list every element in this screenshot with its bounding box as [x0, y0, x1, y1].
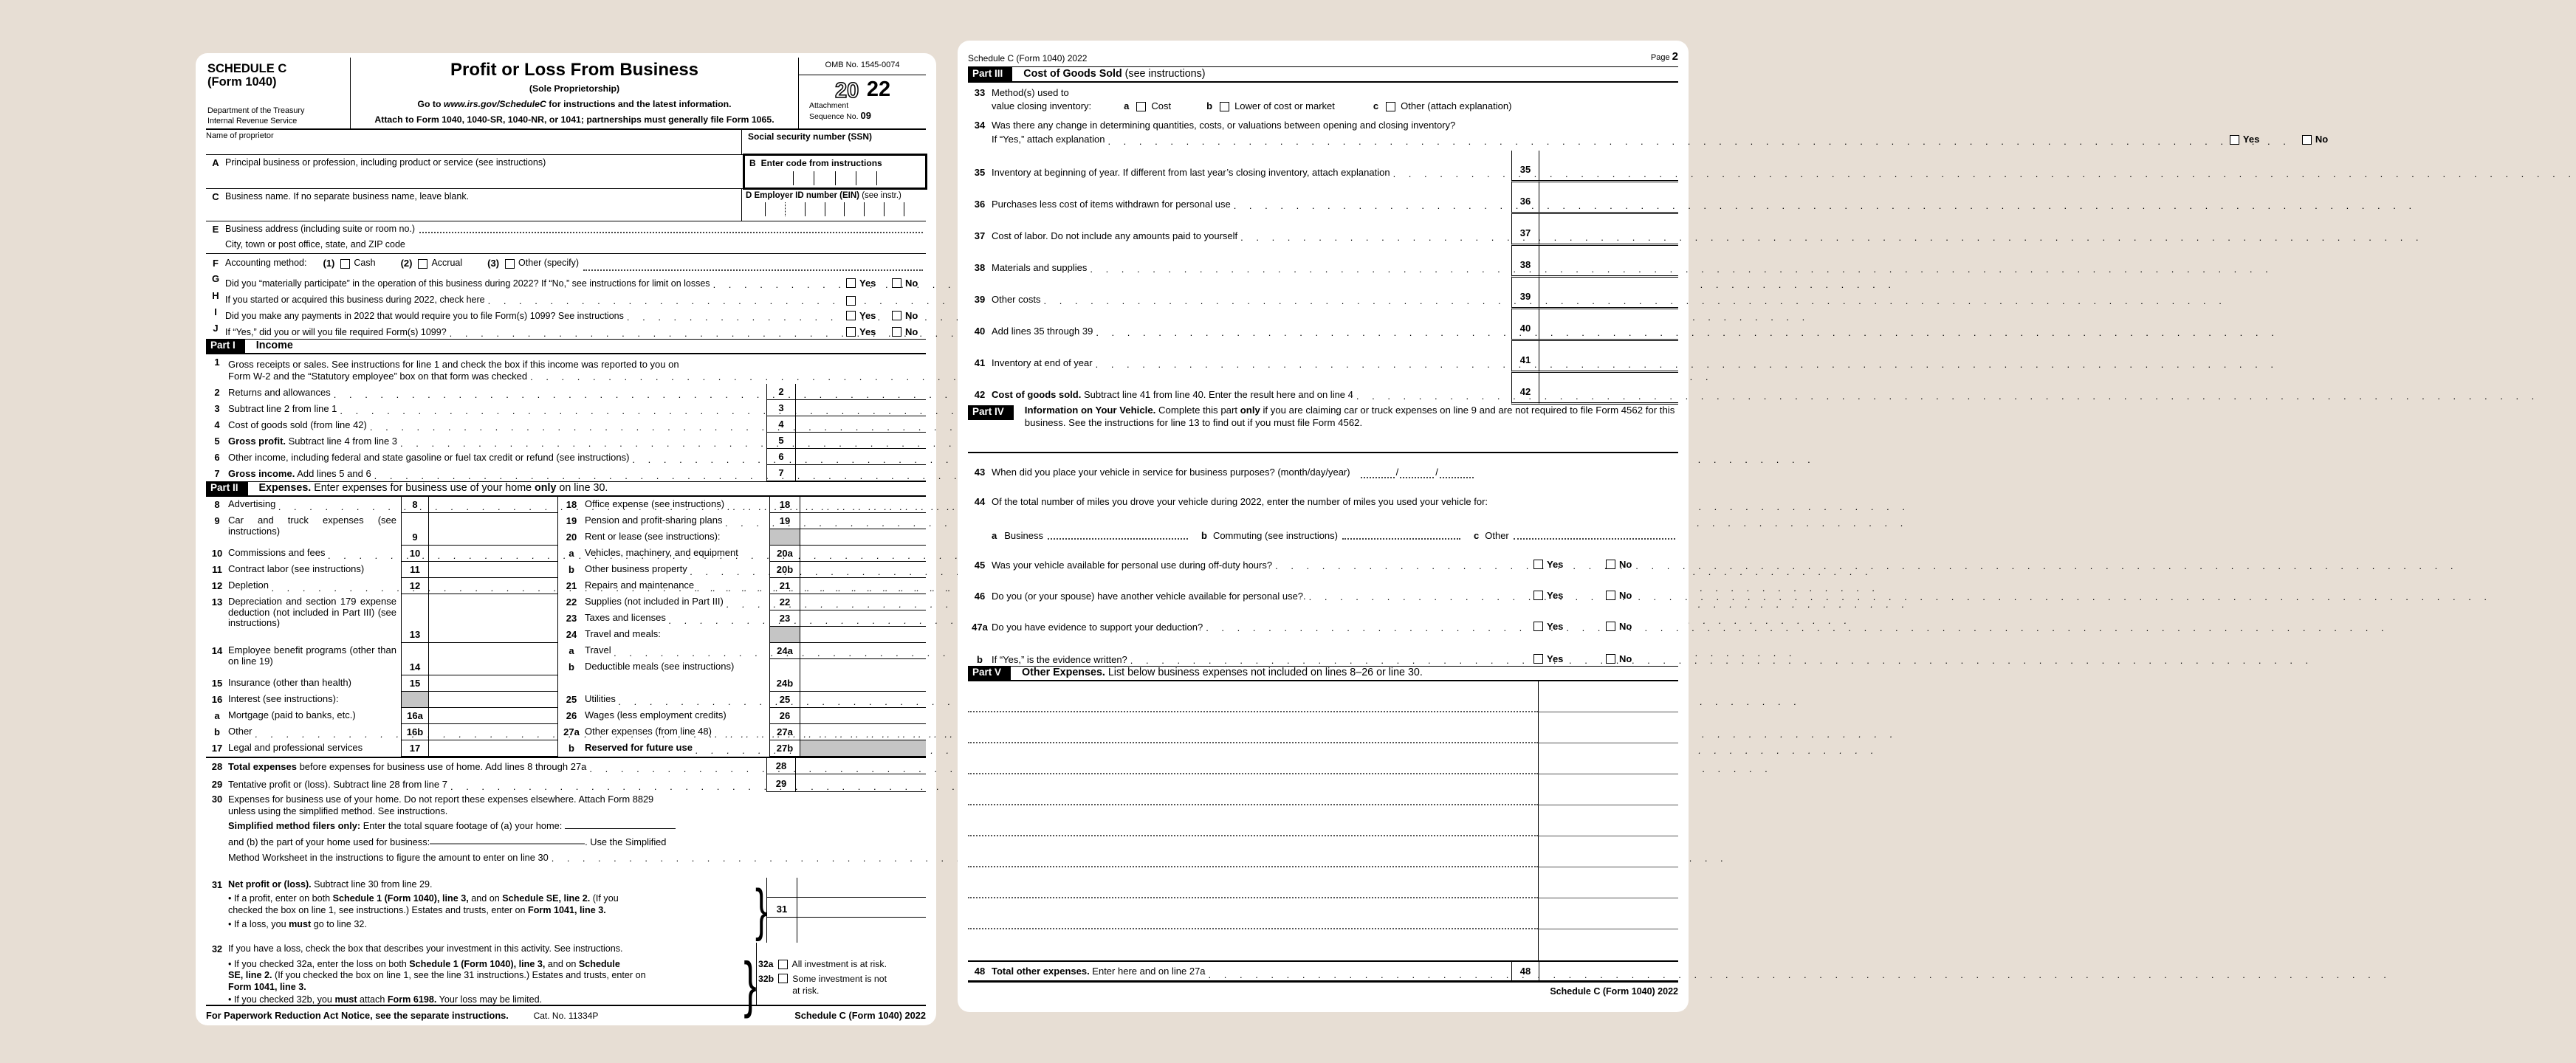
row-c	[206, 189, 926, 221]
part-3-title: Cost of Goods Sold (see instructions)	[1023, 67, 1206, 80]
row-e	[206, 221, 926, 254]
ssn-field[interactable]: Social security number (SSN)	[741, 130, 926, 154]
line-g-yes-checkbox[interactable]	[846, 278, 856, 288]
cost-method-label: Cost	[1151, 100, 1172, 112]
line-13-amount[interactable]	[429, 594, 557, 643]
line-a-letter: A	[212, 157, 219, 168]
line-31-amount-cell[interactable]: 31	[767, 897, 926, 918]
line-11-amount[interactable]	[429, 562, 557, 578]
other-expense-description-8[interactable]	[968, 898, 1538, 929]
line-30-text-1: Expenses for business use of your home. Do not report these expenses elsewhere. Attach Form 8829	[228, 794, 654, 805]
business-code-comb[interactable]	[773, 171, 897, 185]
line-20a-row: a Vehicles, machinery, and equipment 20a	[558, 546, 926, 562]
line-16-row: 16 Interest (see instructions):	[206, 692, 557, 708]
line-34-row: 34 Was there any change in determining quantities, costs, or valuations between opening and closing inventory? If “Yes,” attach explanation . . . Yes No	[968, 117, 1678, 151]
line-i-no-checkbox[interactable]	[892, 311, 901, 320]
accrual-checkbox[interactable]	[418, 259, 427, 269]
line-43-row: 43 When did you place your vehicle in service for business purposes? (month/day/year) / /	[968, 453, 1678, 478]
row-j: J If “Yes,” did you or will you file required Form(s) 1099? . . . Yes No	[206, 323, 926, 339]
line-12-row: 12 Depletion . . . 12	[206, 578, 557, 594]
line-48-amount[interactable]	[1539, 962, 1678, 980]
form-footer-id: Schedule C (Form 1040) 2022	[794, 1010, 926, 1021]
schedule-c-page-2	[958, 41, 2329, 1012]
date-day-field[interactable]	[1400, 469, 1434, 478]
business-address-field[interactable]	[419, 224, 923, 233]
line-27b-row: b Reserved for future use . . . 27b	[558, 740, 926, 757]
all-investment-at-risk-label: All investment is at risk.	[791, 959, 887, 969]
part-4-tag: Part IV	[968, 405, 1014, 420]
other-expense-amount-3[interactable]	[1538, 743, 1678, 774]
form-number: (Form 1040)	[207, 75, 277, 89]
line-1-text-1: Gross receipts or sales. See instructions for line 1 and check the box if this income was reported to you on	[228, 358, 679, 370]
page-number: 2	[1672, 50, 1678, 63]
line-44abc-row: a Business b Commuting (see instructions) c Other	[968, 508, 1678, 542]
line-a-label[interactable]: Principal business or profession, including product or service (see instructions)	[225, 157, 546, 168]
irs-label: Internal Revenue Service	[207, 116, 298, 125]
other-expense-row-1	[968, 681, 1678, 712]
line-j-no-checkbox[interactable]	[892, 327, 901, 337]
line-13-row: 13 Depreciation and section 179 expense deduction (not included in Part III) (see instructions) 13	[206, 594, 557, 643]
part-5-title: Other Expenses. List below business expenses not included on lines 8–26 or line 30.	[1022, 667, 1423, 679]
row-f: F Accounting method: (1) Cash (2) Accrual (3) Other (specify)	[206, 254, 926, 273]
line-6-row: 6 Other income, including federal and state gasoline or fuel tax credit or refund (see instructions) . . . 6	[206, 449, 926, 465]
line-7-amount[interactable]	[796, 465, 926, 481]
business-code-box[interactable]: B Enter code from instructions	[743, 154, 927, 190]
line-32a-checkbox[interactable]	[778, 960, 788, 969]
line-e-letter: E	[212, 224, 219, 235]
line-15-amount[interactable]	[429, 675, 557, 692]
line-37-amount[interactable]	[1539, 214, 1678, 246]
line-42-row: 42 Cost of goods sold. Subtract line 41 from line 40. Enter the result here and on line 4 . . . 42	[968, 373, 1678, 405]
form-subtitle: (Sole Proprietorship)	[529, 83, 620, 94]
line-34-text-2: If “Yes,” attach explanation	[992, 134, 1105, 145]
line-12-amount[interactable]	[429, 578, 557, 594]
line-28-row: 28 Total expenses before expenses for business use of home. Add lines 8 through 27a . . . 28	[206, 758, 926, 774]
city-state-zip-field[interactable]: City, town or post office, state, and ZIP code	[225, 239, 405, 250]
page-2-header: Schedule C (Form 1040) 2022 Page 2	[968, 48, 1678, 67]
line-35-row: 35 Inventory at beginning of year. If different from last year’s closing inventory, attach explanation . . . 35	[968, 151, 1678, 182]
line-47b-no-checkbox[interactable]	[1606, 654, 1615, 664]
file-1099-question: If “Yes,” did you or will you file required Form(s) 1099?	[225, 327, 447, 338]
line-40-amount[interactable]	[1539, 309, 1678, 341]
paperwork-notice: For Paperwork Reduction Act Notice, see the separate instructions.	[206, 1010, 509, 1021]
commuting-miles-label: Commuting (see instructions)	[1212, 529, 1338, 541]
cash-checkbox[interactable]	[340, 259, 350, 269]
part-1-bar	[206, 339, 926, 354]
irs-url: www.irs.gov/ScheduleC	[443, 98, 546, 109]
row-h: H If you started or acquired this business during 2022, check here . . .	[206, 290, 926, 306]
part-3-bar	[968, 67, 1678, 83]
lower-cost-market-label: Lower of cost or market	[1234, 100, 1335, 112]
schedule-label: SCHEDULE C	[207, 62, 287, 75]
other-expense-amount-1[interactable]	[1538, 681, 1678, 712]
other-inventory-method-checkbox[interactable]	[1386, 102, 1395, 111]
line-34-yes-checkbox[interactable]	[2230, 135, 2239, 145]
part-2-title: Expenses. Enter expenses for business use of your home only on line 30.	[258, 482, 608, 495]
other-method-field[interactable]	[583, 261, 923, 271]
other-inventory-method-label: Other (attach explanation)	[1401, 100, 1512, 112]
line-27a-amount[interactable]	[800, 724, 926, 740]
other-expense-amount-6[interactable]	[1538, 836, 1678, 867]
line-2-row: 2 Returns and allowances . . . 2	[206, 384, 926, 400]
line-47b-yes-checkbox[interactable]	[1533, 654, 1543, 664]
dot-leader	[627, 312, 843, 323]
line-8-row: 8 Advertising . . . 8	[206, 497, 557, 513]
line-26-row: 26 Wages (less employment credits) 26	[558, 708, 926, 724]
line-5-amount[interactable]	[796, 433, 926, 449]
other-expense-description-2[interactable]	[968, 712, 1538, 743]
other-expense-description-4[interactable]	[968, 774, 1538, 805]
line-31-brace: }	[755, 877, 768, 942]
line-46-yes-checkbox[interactable]	[1533, 591, 1543, 600]
other-expense-amount-7[interactable]	[1538, 867, 1678, 898]
line-37-row: 37 Cost of labor. Do not include any amounts paid to yourself . . . 37	[968, 214, 1678, 246]
part-4-bar	[968, 405, 1678, 453]
personal-use-question: Was your vehicle available for personal use during off-duty hours?	[992, 559, 1273, 571]
line-45-no-checkbox[interactable]	[1606, 560, 1615, 569]
line-39-row: 39 Other costs . . . 39	[968, 278, 1678, 309]
line-20b-amount[interactable]	[800, 562, 926, 578]
line-32-block: 32 If you have a loss, check the box that describes your investment in this activity. See instructions. • If you checked 32a, enter the loss on both Schedule 1 (Form 1040), line 3, and on Schedule SE, line 2. (If you checked the box on line 1, see the line 31 instructions.) Estates and trusts, enter on Form 1041, line 3. • If you checked 32b, you must attach Form 6198. Your loss may be limited. } 32a All investment is at risk. 32b Some investment is not at risk.	[206, 943, 926, 1005]
row-i: I Did you make any payments in 2022 that would require you to file Form(s) 1099? See instructions . . . Yes No	[206, 306, 926, 323]
line-47b-row: b If “Yes,” is the evidence written? . . . Yes No	[968, 633, 1678, 666]
line-3-row: 3 Subtract line 2 from line 1 . . . 3	[206, 400, 926, 416]
line-h-checkbox[interactable]	[846, 296, 856, 306]
line-7-row: 7 Gross income. Add lines 5 and 6 . . . 7	[206, 465, 926, 481]
other-expense-description-7[interactable]	[968, 867, 1538, 898]
line-46-row: 46 Do you (or your spouse) have another vehicle available for personal use?. . . . Yes No	[968, 571, 1678, 602]
line-17-row: 17 Legal and professional services 17	[206, 740, 557, 757]
commuting-miles-field[interactable]	[1342, 530, 1460, 540]
line-29-row: 29 Tentative profit or (loss). Subtract line 28 from line 7 . . . 29	[206, 774, 926, 792]
line-18-row: 18 Office expense (see instructions) . . . 18	[558, 497, 926, 513]
form-title-block	[351, 58, 799, 128]
line-g-no-checkbox[interactable]	[892, 278, 901, 288]
line-32-text: If you have a loss, check the box that describes your investment in this activity. See instructions.	[228, 943, 623, 954]
line-16-shaded-cell	[401, 692, 429, 708]
line-20a-amount[interactable]	[800, 546, 926, 562]
line-33-text-2: value closing inventory:	[992, 100, 1092, 112]
line-32b-checkbox[interactable]	[778, 974, 788, 983]
line-47a-row: 47a Do you have evidence to support your deduction? . . . Yes No	[968, 602, 1678, 633]
part-5-bar	[968, 666, 1678, 681]
line-30-block: 30 Expenses for business use of your home. Do not report these expenses elsewhere. Attach Form 8829 unless using the simplified method. See instructions. Simplified method filers only: Enter the total square footage of (a) your home: and (b) the part of your home used for business: . Use the Simplified Method Worksheet in the instructions to figure the amount to enter on line 30 . . .	[206, 792, 926, 878]
ein-box[interactable]: D Employer ID number (EIN) (see instr.)	[741, 189, 926, 221]
other-expense-row-5	[968, 805, 1678, 836]
line-34-text-1: Was there any change in determining quantities, costs, or valuations between opening and closing inventory?	[992, 120, 1456, 131]
business-sqft-field[interactable]	[430, 836, 585, 844]
line-20-row: 20 Rent or lease (see instructions):	[558, 529, 926, 546]
line-36-row: 36 Purchases less cost of items withdrawn for personal use . . . 36	[968, 182, 1678, 214]
page-1-footer	[206, 1005, 926, 1022]
line-24-shaded-cell	[769, 627, 800, 643]
other-expense-description-3[interactable]	[968, 743, 1538, 774]
page-title: Profit or Loss From Business	[450, 60, 699, 80]
line-5-row: 5 Gross profit. Subtract line 4 from line 3 . . . 5	[206, 433, 926, 449]
line-19-row: 19 Pension and profit-sharing plans . . . 19	[558, 513, 926, 529]
part-2-tag: Part II	[206, 482, 248, 495]
line-1-text-2: Form W-2 and the “Statutory employee” box on that form was checked	[228, 370, 528, 382]
other-miles-label: Other	[1485, 529, 1509, 541]
line-28-amount[interactable]	[796, 758, 926, 774]
line-f-letter: F	[213, 257, 219, 269]
svg-text:20: 20	[834, 78, 859, 103]
other-expense-amount-8[interactable]	[1538, 898, 1678, 929]
line-44-row: 44 Of the total number of miles you drove your vehicle during 2022, enter the number of miles you used your vehicle for:	[974, 495, 1488, 507]
date-month-field[interactable]	[1361, 469, 1395, 478]
line-10-row: 10 Commissions and fees . . . 10	[206, 546, 557, 562]
vehicle-service-date-question: When did you place your vehicle in service for business purposes? (month/day/year)	[992, 466, 1350, 478]
line-21-row: 21 Repairs and maintenance . . . 21	[558, 578, 926, 594]
other-expense-amount-9[interactable]	[1538, 929, 1678, 960]
line-31-block: 31 Net profit or (loss). Subtract line 30 from line 29. • If a profit, enter on both Schedule 1 (Form 1040), line 3, and on Schedule SE, line 2. (If you checked the box on line 1, see instructions.) Estates and trusts, enter on Form 1041, line 3. • If a loss, you must go to line 32. } 31	[206, 878, 926, 943]
line-c-label[interactable]: Business name. If no separate business name, leave blank.	[225, 191, 470, 202]
other-expense-row-2	[968, 712, 1678, 743]
other-expense-row-8	[968, 898, 1678, 929]
line-25-amount[interactable]	[800, 692, 926, 708]
other-expense-description-9[interactable]	[968, 929, 1538, 960]
line-18-amount[interactable]	[800, 497, 926, 513]
dot-leader	[450, 328, 843, 339]
business-miles-field[interactable]	[1048, 530, 1188, 540]
miles-question: Of the total number of miles you drove your vehicle during 2022, enter the number of miles you used your vehicle for:	[992, 495, 1488, 507]
line-32-brace: }	[743, 949, 757, 1019]
line-39-amount[interactable]	[1539, 278, 1678, 309]
line-21-amount[interactable]	[800, 578, 926, 594]
other-expense-row-4	[968, 774, 1678, 805]
omb-block	[799, 58, 926, 128]
written-evidence-question: If “Yes,” is the evidence written?	[992, 653, 1127, 665]
line-16a-row: a Mortgage (paid to banks, etc.) 16a	[206, 708, 557, 724]
page-2-footer: Schedule C (Form 1040) 2022	[1550, 986, 1678, 997]
line-47a-no-checkbox[interactable]	[1606, 622, 1615, 631]
line-16b-row: b Other . . . 16b	[206, 724, 557, 740]
part-4-title: Information on Your Vehicle. Complete this part only if you are claiming car or truck expenses on line 9 and are not required to file Form 4562 for this business. See the instructions for line 13 to find out if you must file Form 4562.	[1024, 405, 1675, 428]
other-miles-field[interactable]	[1514, 530, 1675, 540]
business-address-label: Business address (including suite or room no.)	[225, 224, 416, 234]
line-27b-shaded-amount	[800, 740, 926, 757]
line-46-no-checkbox[interactable]	[1606, 591, 1615, 600]
omb-number: OMB No. 1545-0074	[799, 58, 926, 75]
line-42-amount[interactable]	[1539, 373, 1678, 405]
other-expense-row-9	[968, 929, 1678, 960]
form-header	[206, 58, 926, 130]
line-14-amount[interactable]	[429, 643, 557, 675]
part-5-tag: Part V	[968, 667, 1011, 680]
line-29-amount[interactable]	[796, 774, 926, 792]
home-sqft-field[interactable]	[565, 821, 676, 829]
name-ssn-row	[206, 130, 926, 155]
started-business-question: If you started or acquired this business during 2022, check here	[225, 295, 485, 306]
line-14-row: 14 Employee benefit programs (other than on line 19) 14	[206, 643, 557, 675]
line-9-amount[interactable]	[429, 513, 557, 546]
other-expense-amount-2[interactable]	[1538, 712, 1678, 743]
dot-leader	[713, 279, 843, 290]
line-27a-row: 27a Other expenses (from line 48) . . . 27a	[558, 724, 926, 740]
other-method-checkbox[interactable]	[505, 259, 515, 269]
attachment-sequence: Attachment Sequence No. 09	[809, 100, 871, 122]
line-23-row: 23 Taxes and licenses . . . 23	[558, 610, 926, 627]
page-2-form-id: Schedule C (Form 1040) 2022	[968, 53, 1088, 63]
line-47a-yes-checkbox[interactable]	[1533, 622, 1543, 631]
row-a	[206, 155, 926, 189]
lower-cost-market-checkbox[interactable]	[1220, 102, 1229, 111]
line-3-amount[interactable]	[796, 400, 926, 416]
other-expense-row-7	[968, 867, 1678, 898]
payments-1099-question: Did you make any payments in 2022 that would require you to file Form(s) 1099? See instructions	[225, 311, 624, 322]
line-c-letter: C	[212, 191, 219, 202]
other-expense-row-3	[968, 743, 1678, 774]
proprietor-name-field[interactable]: Name of proprietor	[206, 131, 274, 140]
form-id-block	[206, 58, 351, 128]
line-41-amount[interactable]	[1539, 341, 1678, 373]
other-expense-amount-4[interactable]	[1538, 774, 1678, 805]
line-i-yes-checkbox[interactable]	[846, 311, 856, 320]
ein-comb[interactable]	[746, 202, 924, 216]
line-2-amount[interactable]	[796, 384, 926, 400]
line-19-amount[interactable]	[800, 513, 926, 529]
other-expense-description-1[interactable]	[968, 681, 1538, 712]
part-1-tag: Part I	[206, 340, 245, 353]
line-33-row: 33 Method(s) used to value closing inventory: a Cost b Lower of cost or market c Other (attach explanation)	[968, 83, 1678, 117]
catalog-number: Cat. No. 11334P	[533, 1011, 599, 1021]
line-24b-row: b Deductible meals (see instructions) 24b	[558, 659, 926, 692]
dept-label: Department of the Treasury	[207, 106, 305, 116]
line-35-amount[interactable]	[1539, 151, 1678, 182]
line-9-row: 9 Car and truck expenses (see instructions) 9	[206, 513, 557, 546]
line-24b-amount[interactable]	[800, 659, 926, 692]
other-expense-description-5[interactable]	[968, 805, 1538, 836]
line-38-amount[interactable]	[1539, 246, 1678, 278]
other-expense-description-6[interactable]	[968, 836, 1538, 867]
date-year-field[interactable]	[1440, 469, 1474, 478]
line-16b-amount[interactable]	[429, 724, 557, 740]
tax-year-2022: 20 22	[834, 77, 891, 103]
line-30-text-2: unless using the simplified method. See instructions.	[228, 805, 448, 816]
line-20-shaded-cell	[769, 529, 800, 546]
line-16a-amount[interactable]	[429, 708, 557, 724]
line-4-row: 4 Cost of goods sold (from line 42) . . . 4	[206, 416, 926, 433]
attach-instructions: Attach to Form 1040, 1040-SR, 1040-NR, or 1041; partnerships must generally file Form 1065.	[374, 114, 774, 125]
line-38-row: 38 Materials and supplies . . . 38	[968, 246, 1678, 278]
line-33-text-1: Method(s) used to	[992, 87, 1069, 98]
part-2-bar	[206, 481, 926, 497]
line-23-amount[interactable]	[800, 610, 926, 627]
line-24a-amount[interactable]	[800, 643, 926, 659]
line-6-amount[interactable]	[796, 449, 926, 465]
line-22-row: 22 Supplies (not included in Part III) . . . 22	[558, 594, 926, 610]
line-4-amount[interactable]	[796, 416, 926, 433]
line-10-amount[interactable]	[429, 546, 557, 562]
line-48-row: 48 Total other expenses. Enter here and on line 27a . . . 48	[968, 960, 1678, 983]
accrual-label: Accrual	[431, 258, 463, 269]
dot-leader	[488, 295, 843, 306]
line-40-row: 40 Add lines 35 through 39 . . . 40	[968, 309, 1678, 341]
line-8-amount[interactable]	[429, 497, 557, 513]
cost-method-checkbox[interactable]	[1136, 102, 1146, 111]
another-vehicle-question: Do you (or your spouse) have another vehicle available for personal use?.	[992, 590, 1306, 602]
line-j-yes-checkbox[interactable]	[846, 327, 856, 337]
line-45-row: 45 Was your vehicle available for personal use during off-duty hours? . . . Yes No	[968, 542, 1678, 571]
material-participation-question: Did you “materially participate” in the operation of this business during 2022? If “No,” see instructions for limit on losses	[225, 278, 710, 289]
line-45-yes-checkbox[interactable]	[1533, 560, 1543, 569]
row-g: G Did you “materially participate” in the operation of this business during 2022? If “No,” see instructions for limit on losses . . . Yes No	[206, 273, 926, 290]
line-24a-row: a Travel . . . 24a	[558, 643, 926, 659]
line-25-row: 25 Utilities . . . 25	[558, 692, 926, 708]
line-22-amount[interactable]	[800, 594, 926, 610]
expenses-right-column	[557, 497, 926, 757]
other-expense-amount-5[interactable]	[1538, 805, 1678, 836]
business-miles-label: Business	[1004, 529, 1043, 541]
line-1-row: 1 Gross receipts or sales. See instructions for line 1 and check the box if this income was reported to you on Form W-2 and the “Statutory employee” box on that form was checked . . .	[206, 354, 926, 384]
line-20b-row: b Other business property . . . 20b	[558, 562, 926, 578]
part-3-tag: Part III	[968, 67, 1012, 81]
line-15-row: 15 Insurance (other than health) 15	[206, 675, 557, 692]
line-41-row: 41 Inventory at end of year . . . 41	[968, 341, 1678, 373]
other-expense-row-6	[968, 836, 1678, 867]
cash-label: Cash	[354, 258, 376, 269]
accounting-method-label: Accounting method:	[225, 258, 307, 269]
expenses-grid	[206, 497, 926, 758]
line-36-amount[interactable]	[1539, 182, 1678, 214]
line-11-row: 11 Contract labor (see instructions) 11	[206, 562, 557, 578]
line-17-amount[interactable]	[429, 740, 557, 757]
other-method-label: Other (specify)	[518, 258, 580, 269]
schedule-c-page-1	[196, 53, 936, 1025]
line-24-row: 24 Travel and meals:	[558, 627, 926, 643]
line-26-amount[interactable]	[800, 708, 926, 724]
line-34-no-checkbox[interactable]	[2302, 135, 2312, 145]
evidence-question: Do you have evidence to support your deduction?	[992, 621, 1203, 633]
expenses-left-column	[206, 497, 557, 757]
part-1-title: Income	[255, 340, 293, 352]
goto-instructions: Go to www.irs.gov/ScheduleC for instructions and the latest information.	[417, 98, 732, 109]
